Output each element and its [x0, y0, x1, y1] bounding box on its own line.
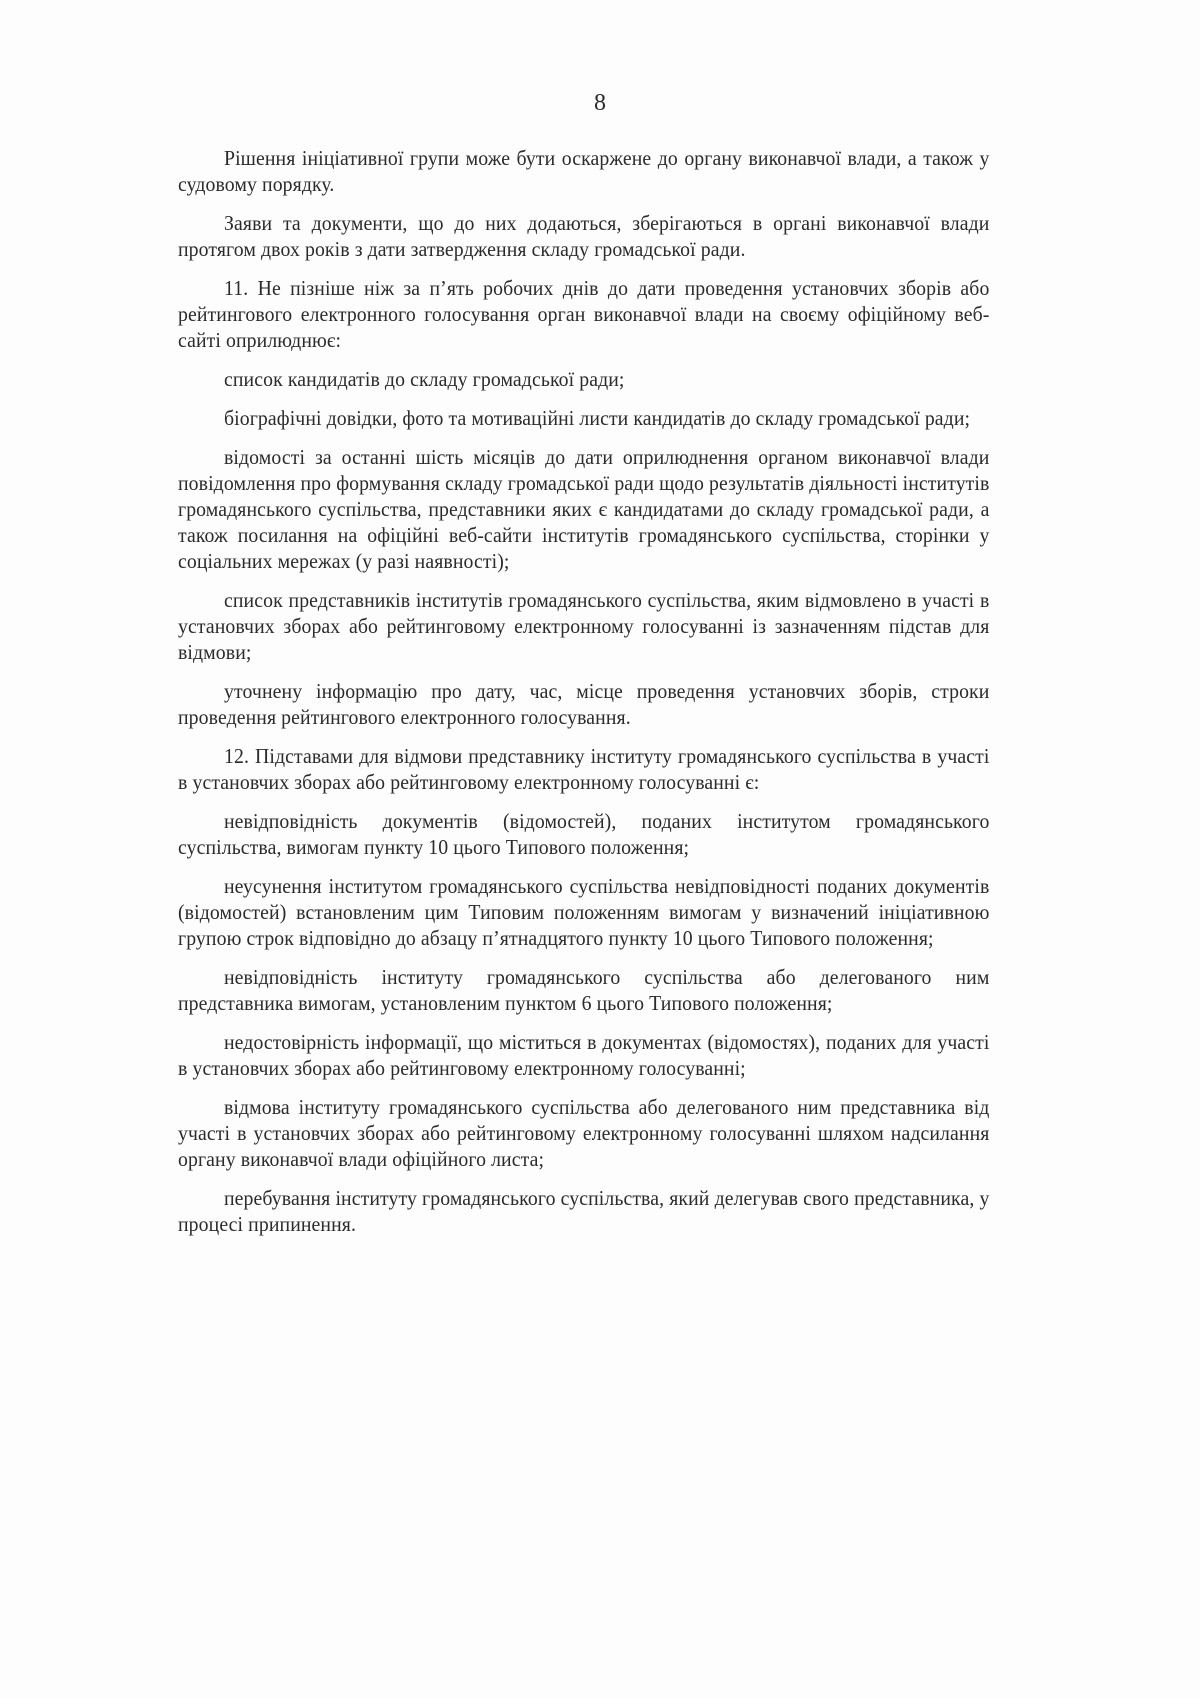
list-item: уточнену інформацію про дату, час, місце проведення установчих зборів, строки проведення рейтингового електронного голосування. [178, 679, 990, 729]
list-item: невідповідність документів (відомостей), поданих інститутом громадянського суспільства, вимогам пункту 10 цього Типового положення; [178, 809, 990, 859]
list-item: недостовірність інформації, що міститься в документах (відомостях), поданих для участі в установчих зборах або рейтинговому електронному голосуванні; [178, 1030, 990, 1080]
list-item: невідповідність інституту громадянського суспільства або делегованого ним представника вимогам, установленим пунктом 6 цього Типового положення; [178, 965, 990, 1015]
paragraph-item-12: 12. Підставами для відмови представнику інституту громадянського суспільства в участі в установчих зборах або рейтинговому електронному голосуванні є: [178, 744, 990, 794]
list-item: список кандидатів до складу громадської ради; [224, 367, 625, 391]
paragraph: Рішення ініціативної групи може бути оскаржене до органу виконавчої влади, а також у судовому порядку. [178, 146, 990, 196]
document-body [178, 145, 990, 1250]
list-item: відмова інституту громадянського суспільства або делегованого ним представника від участі в установчих зборах або рейтинговому електронному голосуванні шляхом надсилання органу виконавчої влади офіційного листа; [178, 1095, 990, 1171]
list-item: відомості за останні шість місяців до дати оприлюднення органом виконавчої влади повідомлення про формування складу громадської ради щодо результатів діяльності інститутів громадянського суспільства, представники яких є кандидатами до складу громадської ради, а також посилання на офіційні веб-сайти інститутів громадянського суспільства, сторінки у соціальних мережах (у разі наявності); [178, 445, 990, 573]
page-number: 8 [594, 90, 606, 116]
list-item: перебування інституту громадянського суспільства, який делегував свого представника, у процесі припинення. [178, 1186, 990, 1236]
list-item: неусунення інститутом громадянського суспільства невідповідності поданих документів (відомостей) встановленим цим Типовим положенням вимогам у визначений ініціативною групою строк відповідно до абзацу п’ятнадцятого пункту 10 цього Типового положення; [178, 874, 990, 950]
paragraph-item-11: 11. Не пізніше ніж за п’ять робочих днів до дати проведення установчих зборів або рейтингового електронного голосування орган виконавчої влади на своєму офіційному веб-сайті оприлюднює: [178, 276, 990, 352]
list-item: список представників інститутів громадянського суспільства, яким відмовлено в участі в установчих зборах або рейтинговому електронному голосуванні із зазначенням підстав для відмови; [178, 588, 990, 664]
paragraph: Заяви та документи, що до них додаються, зберігаються в органі виконавчої влади протягом двох років з дати затвердження складу громадської ради. [178, 211, 990, 261]
list-item: біографічні довідки, фото та мотиваційні листи кандидатів до складу громадської ради; [224, 406, 971, 430]
